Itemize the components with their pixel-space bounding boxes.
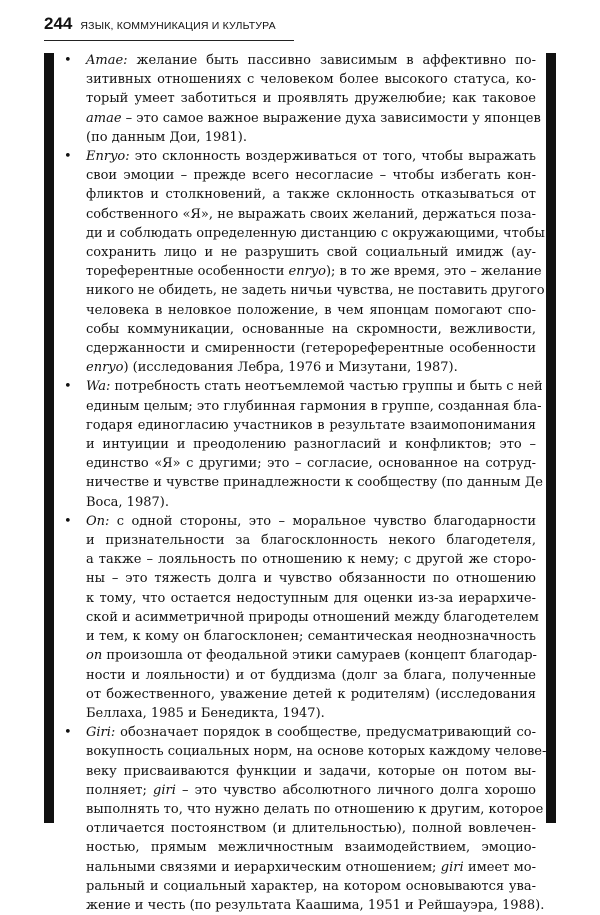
bullet-item-giri [64, 723, 547, 915]
text-line [86, 205, 536, 224]
text-run: полняет; [86, 782, 154, 798]
text-run: ностью, прямым межличностным взаимодействием, эмоцио- [86, 840, 536, 856]
italic-term: On: [86, 513, 110, 529]
text-line [86, 51, 536, 70]
bullet-marker: • [64, 513, 72, 529]
bullet-item-on [64, 512, 539, 723]
text-line [86, 569, 536, 588]
text-run: – это чувство абсолютного личного долга хорошо [175, 782, 536, 798]
text-line [86, 512, 536, 531]
text-line [86, 435, 536, 454]
text-run: ской и асимметричной природы отношений между благодетелем [86, 609, 539, 625]
text-line [86, 877, 536, 896]
text-line [86, 589, 536, 608]
text-line [86, 320, 536, 339]
text-run: сохранить лицо и не разрушить свой социальный имидж (ау- [86, 245, 536, 261]
text-run: выполнять то, что нужно делать по отношению к другим, которое [86, 801, 544, 817]
text-run: ); в то же время, это – желание [325, 264, 542, 280]
text-run: нальными связями и иерархическим отношением; [86, 859, 441, 875]
text-line [86, 377, 543, 396]
text-run: ничестве и чувстве принадлежности к сообществу (по данным Де [86, 475, 543, 491]
text-run: единым целым; это глубинная гармония в группе, созданная бла- [86, 398, 542, 414]
text-run: вокупность социальных норм, на основе которых каждому челове- [86, 744, 547, 760]
italic-term: amae [86, 110, 122, 126]
text-line [86, 896, 545, 915]
italic-term: giri [153, 782, 176, 798]
text-run: от божественного, уважение детей к родителям) (исследования [86, 686, 536, 702]
text-run: к тому, что остается недоступным для оценки из-за иерархиче- [86, 590, 536, 606]
text-line [86, 781, 536, 800]
italic-term: Enryo: [86, 149, 130, 165]
text-run: – это самое важное выражение духа зависимости у японцев [121, 110, 541, 126]
text-line [86, 70, 536, 89]
page-number: 244 [44, 14, 73, 33]
bullet-marker: • [64, 379, 72, 395]
bullet-marker: • [64, 149, 72, 165]
text-line [86, 646, 536, 665]
text-line [86, 89, 536, 108]
italic-term: Amae: [86, 53, 128, 68]
text-run: собственного «Я», не выражать своих желаний, держаться поза- [86, 206, 536, 222]
text-line [86, 685, 536, 704]
text-line [86, 416, 536, 435]
text-run: потребность стать неотъемлемой частью группы и быть с ней [110, 379, 543, 395]
text-line [86, 147, 536, 166]
text-line [86, 608, 539, 627]
bullet-marker: • [64, 53, 72, 68]
italic-term: giri [440, 859, 464, 875]
text-run: годаря единогласию участников в результате взаимопонимания [86, 417, 536, 433]
italic-term: enryo [288, 264, 326, 280]
bullet-item-amae [64, 51, 541, 147]
text-run: и тем, к кому он благосклонен; семантическая неоднозначность [86, 629, 536, 645]
text-run: ди и соблюдать определенную дистанцию с окружающими, чтобы [86, 225, 545, 241]
text-line [86, 358, 536, 377]
text-run: ности и лояльности) и от буддизма (долг за блага, полученные [86, 667, 536, 683]
text-line [86, 800, 544, 819]
text-run: обозначает порядок в сообществе, предусматривающий со- [115, 725, 536, 741]
text-run: тореферентные особенности [86, 264, 289, 280]
text-line [86, 627, 536, 646]
text-run: Беллаха, 1985 и Бенедикта, 1947). [86, 705, 325, 721]
text-line [86, 762, 536, 781]
bullet-item-enryo [64, 147, 545, 377]
text-run: жение и честь (по результата Каашима, 1951 и Рейшауэра, 1988). [86, 897, 545, 913]
text-run: а также – лояльность по отношению к нему; с другой же сторо- [86, 552, 536, 568]
text-run: никого не обидеть, не задеть ничьи чувства, не поставить другого [86, 283, 545, 299]
text-line [86, 301, 536, 320]
text-line [86, 185, 536, 204]
text-line [86, 473, 543, 492]
text-line [86, 262, 542, 281]
text-line [86, 838, 536, 857]
text-run: собы коммуникации, основанные на скромности, вежливости, [86, 321, 536, 337]
text-run: единство «Я» с другими; это – согласие, основанное на сотруд- [86, 456, 536, 472]
text-run: фликтов и столкновений, а также склонность отказываться от [86, 187, 536, 203]
text-line [86, 243, 536, 262]
text-run: и признательности за благосклонность некого благодетеля, [86, 533, 536, 549]
text-line [86, 742, 547, 761]
text-run: и интуиции и преодолению разногласий и конфликтов; это – [86, 437, 536, 453]
italic-term: Giri: [86, 725, 116, 741]
text-run: ) (исследования Лебра, 1976 и Мизутани, 1987). [123, 360, 458, 376]
text-line [86, 704, 536, 723]
text-run: имеет мо- [463, 859, 536, 875]
text-run: (по данным Дои, 1981). [86, 129, 247, 145]
text-line [86, 858, 536, 877]
text-line [86, 819, 536, 838]
text-run: веку присваиваются функции и задачи, которые он потом вы- [86, 763, 536, 779]
italic-term: enryo [86, 360, 124, 376]
text-line [86, 339, 536, 358]
left-sidebar-bar [44, 53, 54, 823]
text-run: желание быть пассивно зависимым в аффективно по- [127, 53, 536, 68]
text-line [86, 397, 542, 416]
text-line [86, 281, 545, 300]
text-line [86, 723, 536, 742]
text-run: человека в неловкое положение, в чем японцам помогают спо- [86, 302, 536, 318]
text-run: ральный и социальный характер, на котором основываются ува- [86, 878, 536, 894]
bullet-marker: • [64, 725, 72, 741]
text-run: это склонность воздерживаться от того, чтобы выражать [129, 149, 536, 165]
text-line [86, 166, 536, 185]
running-title: ЯЗЫК, КОММУНИКАЦИЯ И КУЛЬТУРА [80, 20, 276, 32]
boxed-content [64, 51, 547, 915]
text-line [86, 550, 536, 569]
right-sidebar-bar [546, 53, 556, 823]
text-line [86, 109, 541, 128]
text-line [86, 666, 536, 685]
text-run: ны – это тяжесть долга и чувство обязанности по отношению [86, 571, 536, 587]
text-line [86, 493, 536, 512]
bullet-list [64, 51, 547, 915]
text-line [86, 454, 536, 473]
text-run: с одной стороны, это – моральное чувство благодарности [109, 513, 536, 529]
text-run: произошла от феодальной этики самураев (концепт благодар- [102, 648, 537, 664]
italic-term: on [86, 648, 103, 664]
text-run: сдержанности и смиренности (гетерореферентные особенности [86, 341, 536, 357]
text-run: Воса, 1987). [86, 494, 169, 510]
text-line [86, 128, 536, 147]
italic-term: Wa: [86, 379, 111, 395]
text-run: зитивных отношениях с человеком более высокого статуса, ко- [86, 72, 536, 88]
text-run: свои эмоции – прежде всего несогласие – чтобы избегать кон- [86, 168, 536, 184]
bullet-item-wa [64, 377, 543, 511]
text-line [86, 531, 536, 550]
running-header [44, 14, 294, 41]
text-run: торый умеет заботиться и проявлять дружелюбие; как таковое [86, 91, 536, 107]
text-line [86, 224, 545, 243]
text-run: отличается постоянством (и длительностью), полной вовлечен- [86, 821, 536, 837]
